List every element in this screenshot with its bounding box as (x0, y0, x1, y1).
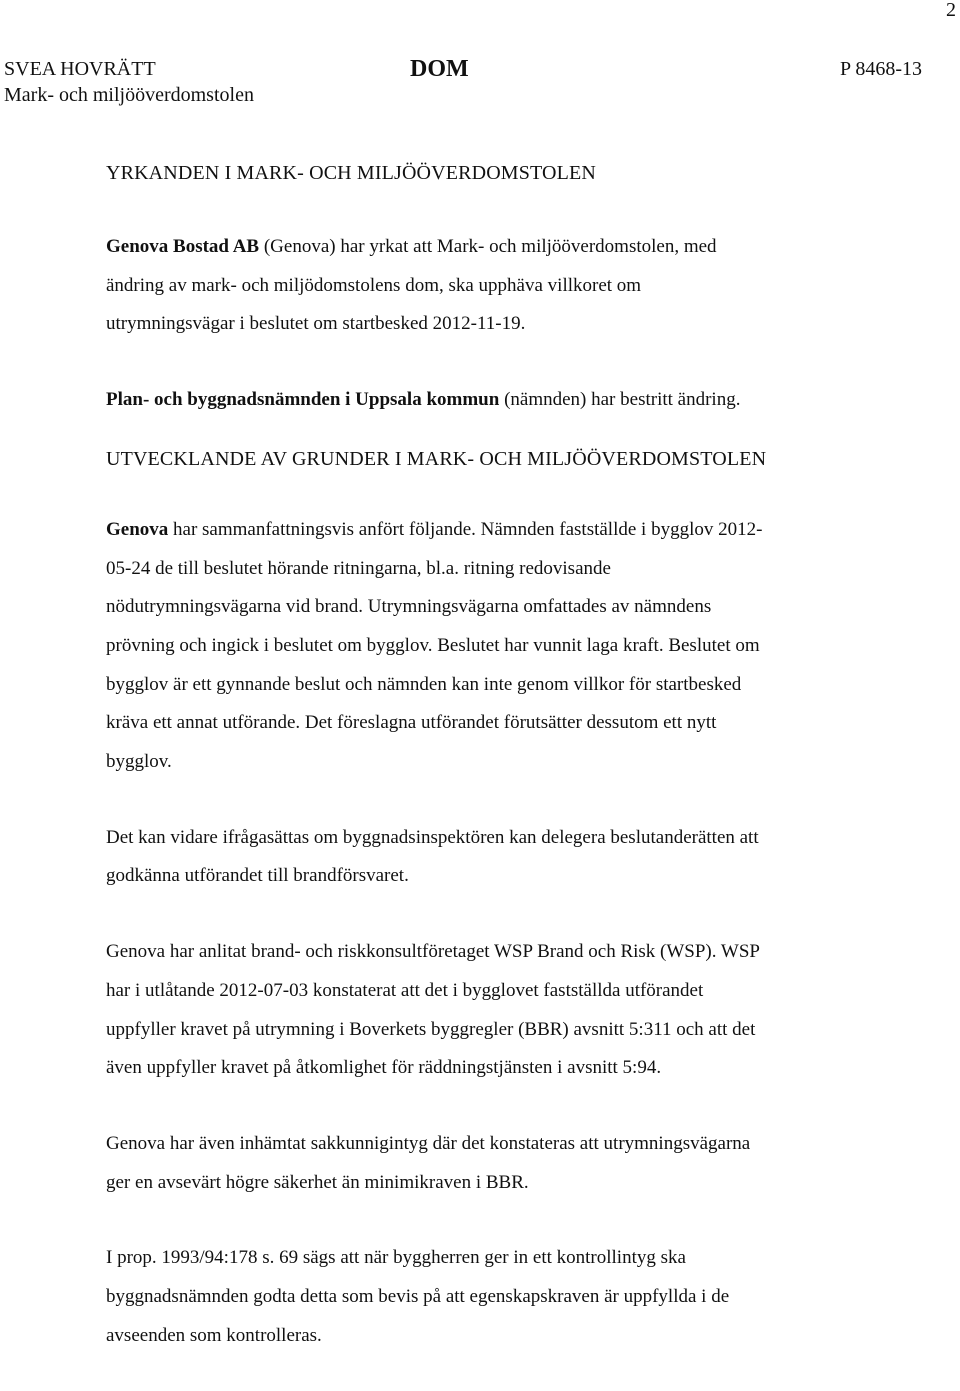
line: även uppfyller kravet på åtkomlighet för räddningstjänsten i avsnitt 5:94. (106, 1057, 662, 1079)
court-name (4, 56, 254, 108)
line (106, 519, 762, 540)
line: uppfyller kravet på utrymning i Boverkets byggregler (BBR) avsnitt 5:311 och att det (106, 1018, 756, 1040)
line: 05-24 de till beslutet hörande ritningarna, bl.a. ritning redovisande (106, 557, 611, 579)
line: I prop. 1993/94:178 s. 69 sägs att när byggherren ger in ett kontrollintyg ska (106, 1247, 686, 1269)
line: ger en avsevärt högre säkerhet än minimikraven i BBR. (106, 1171, 529, 1193)
line: har i utlåtande 2012-07-03 konstaterat att det i bygglovet fastställda utförandet (106, 979, 704, 1001)
paragraph-namnden-response (106, 381, 906, 420)
line (106, 236, 717, 257)
line: utrymningsvägar i beslutet om startbesked 2012-11-19. (106, 313, 526, 335)
line: kräva ett annat utförande. Det föreslagna utförandet förutsätter dessutom ett nytt (106, 712, 717, 734)
line: godkänna utförandet till brandförsvaret. (106, 865, 409, 887)
paragraph-delegation (106, 819, 906, 896)
line: Det kan vidare ifrågasättas om byggnadsinspektören kan delegera beslutanderätten att (106, 826, 759, 848)
line: avseenden som kontrolleras. (106, 1324, 322, 1346)
text: (Genova) har yrkat att Mark- och miljööverdomstolen, med (259, 236, 717, 257)
text: (nämnden) har bestritt ändring. (499, 389, 741, 411)
line: Genova har även inhämtat sakkunnigintyg där det konstateras att utrymningsvägarna (106, 1132, 751, 1154)
case-number: P 8468-13 (839, 58, 922, 80)
line: nödutrymningsvägarna vid brand. Utrymningsvägarna omfattades av nämndens (106, 596, 712, 618)
paragraph-sakkunnigintyg (106, 1125, 906, 1202)
party-name-namnden: Plan- och byggnadsnämnden i Uppsala kommun (106, 389, 500, 411)
court-name-line2: Mark- och miljööverdomstolen (4, 84, 254, 106)
line: bygglov är ett gynnande beslut och nämnden kan inte genom villkor för startbesked (106, 673, 742, 695)
page-number: 2 (946, 0, 956, 21)
section-heading-grunder: UTVECKLANDE AV GRUNDER I MARK- OCH MILJÖÖVERDOMSTOLEN (106, 447, 767, 470)
document-header (4, 56, 922, 108)
paragraph-proposition (106, 1239, 906, 1355)
party-name-genova: Genova (106, 518, 169, 540)
document-body (106, 154, 906, 1355)
paragraph-wsp (106, 933, 906, 1088)
paragraph-genova-arguments (106, 511, 906, 782)
text: har sammanfattningsvis anfört följande. Nämnden fastställde i bygglov 2012- (168, 518, 763, 540)
line: Genova har anlitat brand- och riskkonsultföretaget WSP Brand och Risk (WSP). WSP (106, 941, 760, 963)
line: prövning och ingick i beslutet om bygglov. Beslutet har vunnit laga kraft. Beslutet om (106, 634, 760, 656)
line: byggnadsnämnden godta detta som bevis på att egenskapskraven är uppfyllda i de (106, 1286, 730, 1308)
document-type: DOM (410, 56, 469, 82)
court-name-line1: SVEA HOVRÄTT (4, 58, 156, 80)
section-heading-yrkanden: YRKANDEN I MARK- OCH MILJÖÖVERDOMSTOLEN (106, 162, 596, 184)
line: bygglov. (106, 751, 172, 773)
party-name-genova-bostad: Genova Bostad AB (106, 236, 260, 257)
line: ändring av mark- och miljödomstolens dom, ska upphäva villkoret om (106, 274, 642, 296)
paragraph-genova-claim (106, 228, 906, 344)
